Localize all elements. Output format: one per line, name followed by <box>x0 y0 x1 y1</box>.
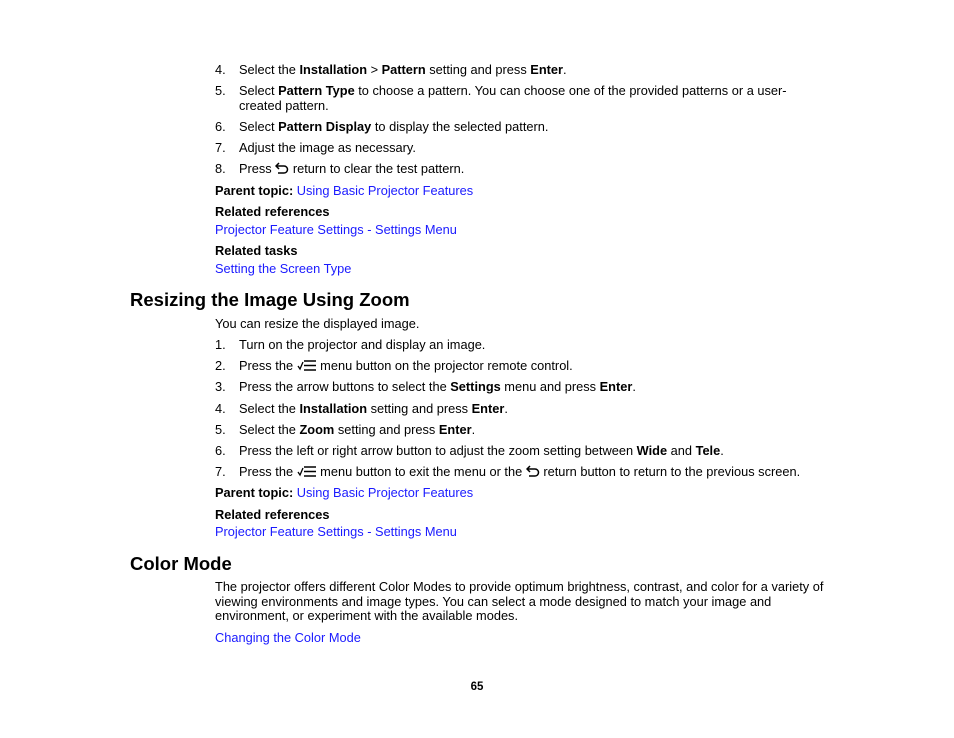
step-text: Turn on the projector and display an image. <box>239 337 486 352</box>
section-heading-zoom: Resizing the Image Using Zoom <box>130 289 410 310</box>
related-tasks-label: Related tasks <box>215 243 298 258</box>
page-number: 65 <box>470 681 484 693</box>
section-heading-color-mode: Color Mode <box>130 553 232 574</box>
section-intro: You can resize the displayed image. <box>215 316 420 331</box>
list-number: 7. <box>215 140 226 155</box>
step-text: Select the Zoom setting and press Enter. <box>239 422 476 437</box>
step-text: Press the left or right arrow button to adjust the zoom setting between Wide and Tele. <box>239 443 724 458</box>
list-number: 5. <box>215 422 226 437</box>
parent-topic-link[interactable]: Using Basic Projector Features <box>296 485 474 500</box>
step-text: Select the Installation > Pattern setting and press Enter. <box>239 62 567 77</box>
parent-topic-link[interactable]: Using Basic Projector Features <box>296 183 474 198</box>
list-number: 5. <box>215 83 226 98</box>
list-number: 4. <box>215 401 226 416</box>
return-icon <box>275 162 289 178</box>
step-text: Press the arrow buttons to select the Settings menu and press Enter. <box>239 379 636 394</box>
step-text: Press return to clear the test pattern. <box>239 161 465 176</box>
step-text: Select Pattern Type to choose a pattern. You can choose one of the provided patterns or a user- <box>239 83 787 98</box>
list-number: 6. <box>215 119 226 134</box>
related-task-link[interactable]: Setting the Screen Type <box>215 261 352 276</box>
menu-icon <box>297 359 317 375</box>
color-mode-link[interactable]: Changing the Color Mode <box>215 630 361 645</box>
parent-topic: Parent topic: Using Basic Projector Features <box>215 485 474 500</box>
step-text-continuation: created pattern. <box>239 98 329 113</box>
step-text: Select Pattern Display to display the selected pattern. <box>239 119 549 134</box>
list-number: 8. <box>215 161 226 176</box>
step-text: Select the Installation setting and press Enter. <box>239 401 508 416</box>
menu-icon <box>297 465 317 481</box>
list-number: 7. <box>215 464 226 479</box>
parent-topic: Parent topic: Using Basic Projector Features <box>215 183 474 198</box>
list-number: 3. <box>215 379 226 394</box>
list-number: 2. <box>215 358 226 373</box>
related-references-label: Related references <box>215 204 330 219</box>
step-text: Adjust the image as necessary. <box>239 140 416 155</box>
step-text: Press the menu button to exit the menu or the return button to return to the previous screen. <box>239 464 801 479</box>
section-paragraph: The projector offers different Color Modes to provide optimum brightness, contrast, and color for a variety of viewing environments and image types. You can select a mode designed to match your image and environment, or experiment with the available modes. <box>215 579 824 623</box>
list-number: 1. <box>215 337 226 352</box>
related-reference-link[interactable]: Projector Feature Settings - Settings Menu <box>215 222 457 237</box>
step-text: Press the menu button on the projector remote control. <box>239 358 573 373</box>
list-number: 6. <box>215 443 226 458</box>
list-number: 4. <box>215 62 226 77</box>
related-references-label: Related references <box>215 507 330 522</box>
related-reference-link[interactable]: Projector Feature Settings - Settings Menu <box>215 524 457 539</box>
return-icon <box>526 465 540 481</box>
